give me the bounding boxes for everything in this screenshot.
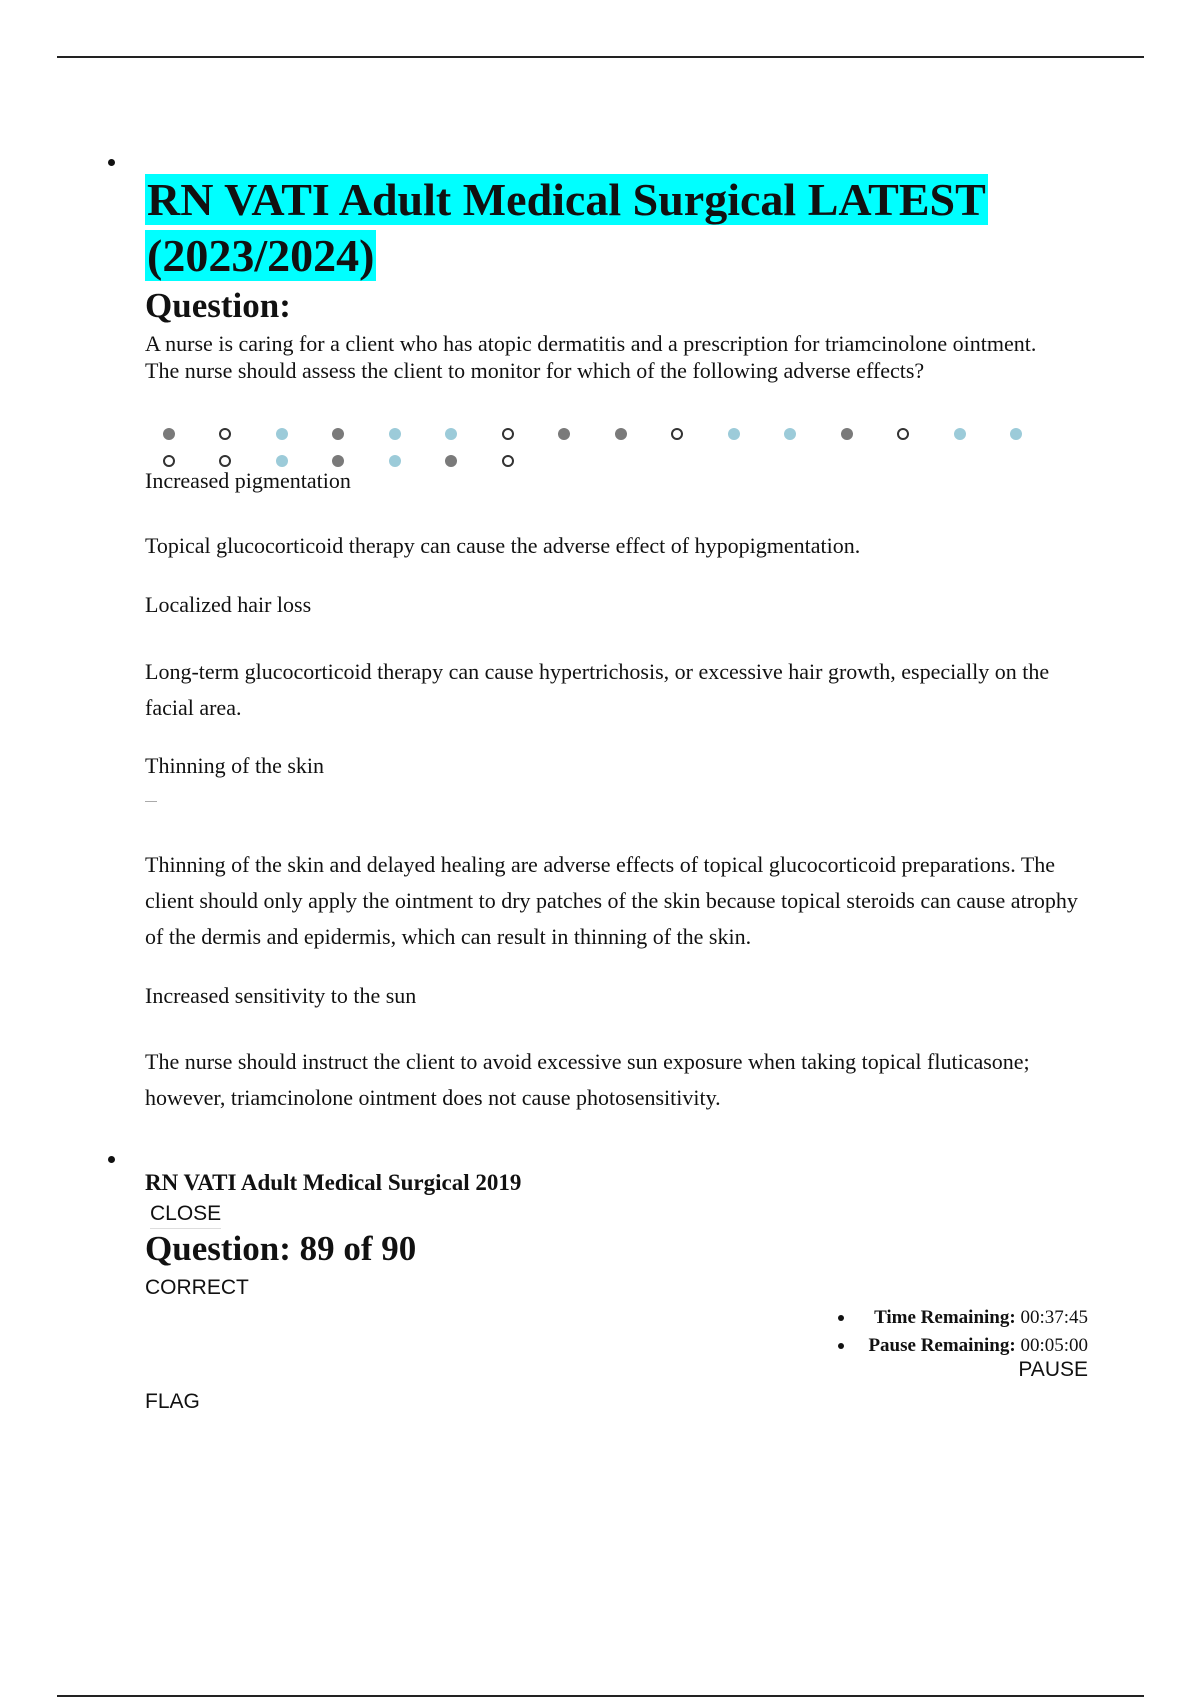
progress-dot	[841, 428, 853, 440]
pause-remaining-label: Pause Remaining:	[868, 1335, 1016, 1356]
progress-dot	[276, 428, 288, 440]
progress-dot	[219, 428, 231, 440]
progress-dot	[389, 455, 401, 467]
progress-dot	[502, 455, 514, 467]
progress-dot	[163, 455, 175, 467]
exam-title: RN VATI Adult Medical Surgical 2019	[145, 1170, 522, 1195]
answer-option: Increased pigmentation	[145, 468, 351, 493]
answer-rationale: The nurse should instruct the client to avoid excessive sun exposure when taking topical fluticasone; however, triamcinolone ointment does not cause photosensitivity.	[145, 1049, 1030, 1110]
progress-dot	[219, 455, 231, 467]
top-rule	[57, 56, 1144, 58]
progress-dot	[671, 428, 683, 440]
progress-dot	[954, 428, 966, 440]
answer-status: CORRECT	[145, 1276, 249, 1299]
answer-rationale: Thinning of the skin and delayed healing are adverse effects of topical glucocorticoid preparations. The client should only apply the ointment to dry patches of the skin because topical steroids can cause atrophy of the dermis and epidermis, which can result in thinning of the skin.	[145, 852, 1078, 949]
progress-dot	[163, 428, 175, 440]
answer-option: Thinning of the skin	[145, 753, 325, 778]
question-label: Question:	[145, 286, 291, 325]
progress-dot	[784, 428, 796, 440]
document-title: RN VATI Adult Medical Surgical LATEST (2023/2024)	[147, 174, 986, 281]
correct-answer-marker	[145, 801, 157, 802]
progress-dot	[897, 428, 909, 440]
question-text: A nurse is caring for a client who has atopic dermatitis and a prescription for triamcinolone ointment. The nurse should assess the client to monitor for which of the following adverse effects?	[145, 331, 1037, 383]
progress-dot	[728, 428, 740, 440]
question-counter: Question: 89 of 90	[145, 1229, 417, 1268]
progress-dot	[332, 455, 344, 467]
progress-dot	[1010, 428, 1022, 440]
answer-option: Localized hair loss	[145, 592, 312, 617]
progress-dot	[276, 455, 288, 467]
progress-dot	[332, 428, 344, 440]
progress-dot	[445, 455, 457, 467]
pause-remaining	[868, 1332, 1088, 1360]
pause-remaining-value: 00:05:00	[1020, 1335, 1088, 1356]
progress-dot	[445, 428, 457, 440]
time-remaining-value: 00:37:45	[1020, 1307, 1088, 1328]
timer-list	[868, 1304, 1088, 1360]
progress-dot	[558, 428, 570, 440]
answer-rationale: Long-term glucocorticoid therapy can cause hypertrichosis, or excessive hair growth, especially on the facial area.	[145, 659, 1050, 720]
progress-dot	[615, 428, 627, 440]
answer-option: Increased sensitivity to the sun	[145, 983, 417, 1008]
flag-button[interactable]: FLAG	[145, 1390, 200, 1413]
list-bullet	[108, 159, 115, 166]
progress-dot	[502, 428, 514, 440]
list-bullet	[108, 1156, 115, 1163]
time-remaining	[868, 1304, 1088, 1332]
time-remaining-label: Time Remaining:	[874, 1307, 1016, 1328]
progress-dot	[389, 428, 401, 440]
pause-button[interactable]: PAUSE	[1018, 1358, 1088, 1381]
answer-rationale: Topical glucocorticoid therapy can cause the adverse effect of hypopigmentation.	[145, 533, 861, 558]
close-button[interactable]: CLOSE	[150, 1202, 221, 1229]
bottom-rule	[57, 1695, 1144, 1697]
